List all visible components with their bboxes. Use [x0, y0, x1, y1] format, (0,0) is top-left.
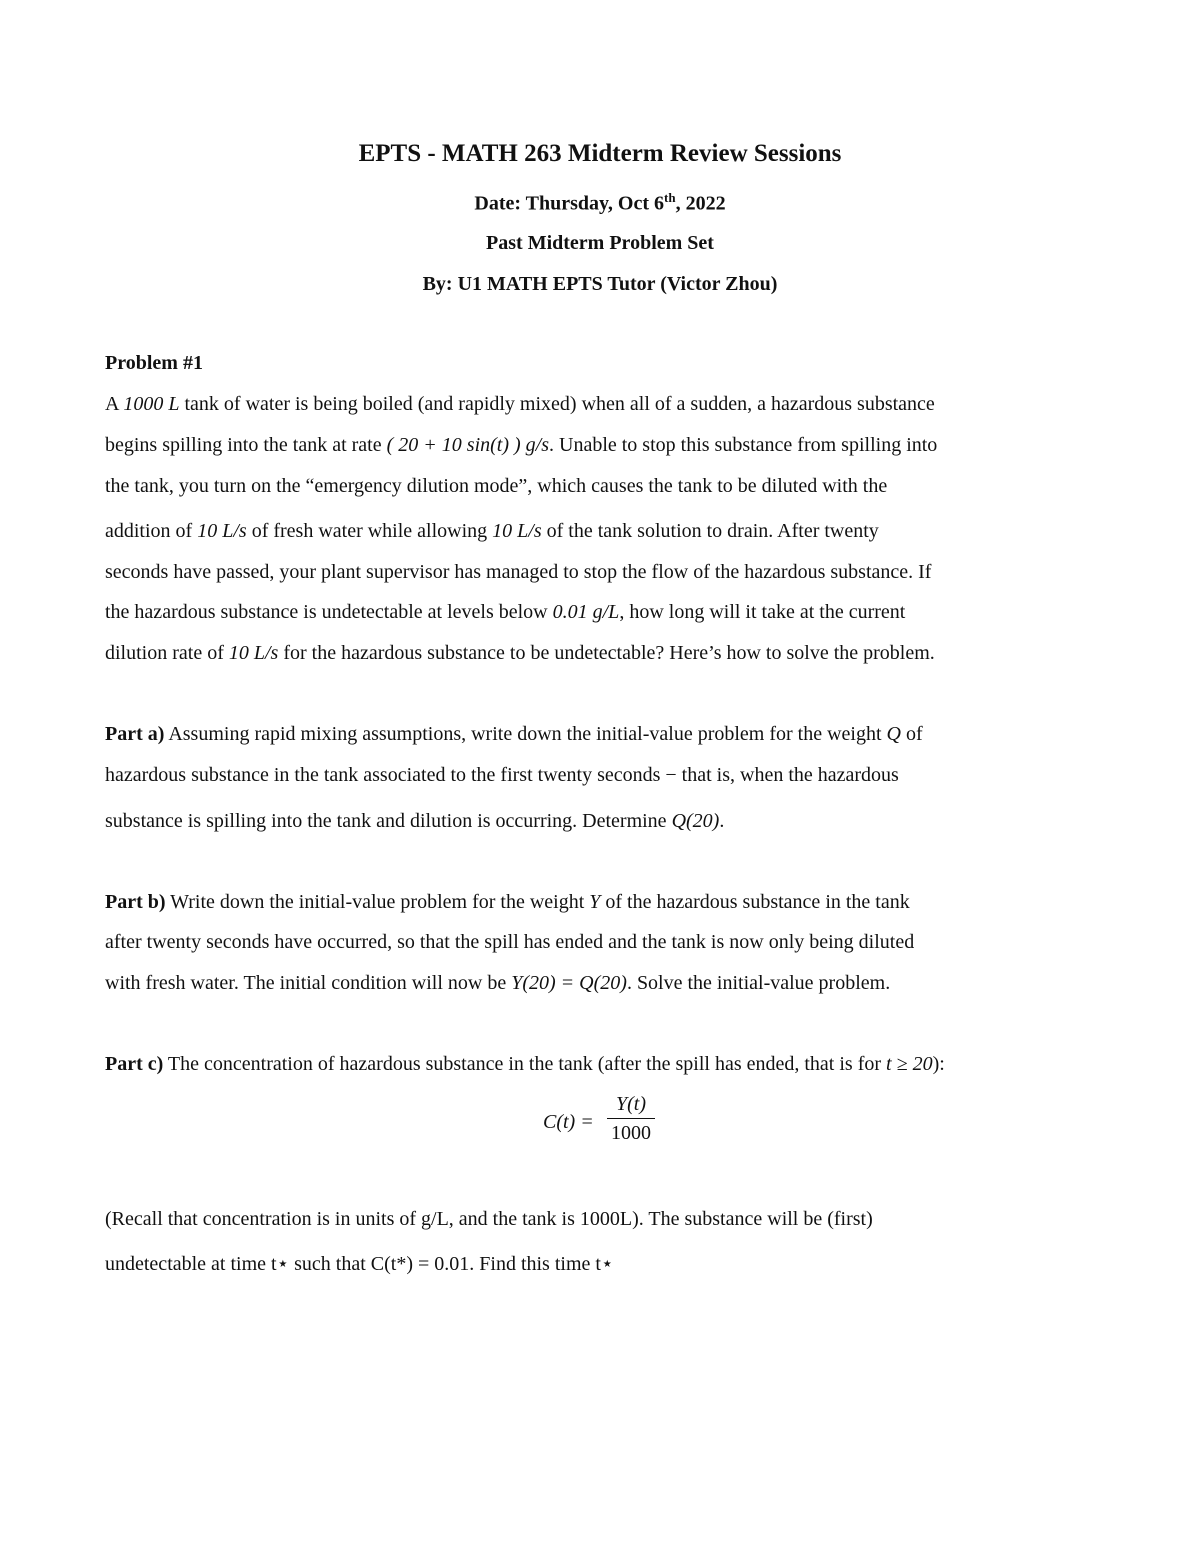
part-a-label: Part a)	[105, 723, 165, 745]
session-date: Date: Thursday, Oct 6th, 2022	[474, 190, 726, 215]
part-a-line-1: Part a) Assuming rapid mixing assumptions, write down the initial-value problem for the weight Q of	[105, 723, 923, 745]
problem-line-7: dilution rate of 10 L/s for the hazardous substance to be undetectable? Here’s how to solve the problem.	[105, 642, 935, 664]
part-c-line-1: Part c) The concentration of hazardous substance in the tank (after the spill has ended, that is for t ≥ 20):	[105, 1053, 945, 1075]
problem-line-2: begins spilling into the tank at rate ( 20 + 10 sin(t) ) g/s. Unable to stop this substance from spilling into	[105, 434, 938, 456]
part-c-line-2: (Recall that concentration is in units of g/L, and the tank is 1000L). The substance will be (first)	[105, 1208, 873, 1230]
problem-line-3: the tank, you turn on the “emergency dilution mode”, which causes the tank to be diluted with the	[105, 475, 888, 497]
part-a-line-2: hazardous substance in the tank associated to the first twenty seconds − that is, when the hazardous	[105, 764, 899, 786]
part-c-label: Part c)	[105, 1053, 164, 1075]
problem-set-name: Past Midterm Problem Set	[486, 232, 714, 254]
author-line: By: U1 MATH EPTS Tutor (Victor Zhou)	[422, 273, 778, 295]
document-title: EPTS - MATH 263 Midterm Review Sessions	[358, 140, 842, 167]
problem-line-5: seconds have passed, your plant supervisor has managed to stop the flow of the hazardous substance. If	[105, 561, 932, 583]
equation-lhs: C(t) =	[543, 1111, 594, 1133]
part-b-line-1: Part b) Write down the initial-value problem for the weight Y of the hazardous substance in the tank	[105, 891, 910, 913]
problem-heading: Problem #1	[105, 352, 203, 374]
equation-numerator: Y(t)	[616, 1093, 646, 1115]
date-ordinal: th	[664, 190, 676, 205]
part-b-label: Part b)	[105, 891, 166, 913]
part-a-line-3: substance is spilling into the tank and dilution is occurring. Determine Q(20).	[105, 810, 725, 832]
problem-line-6: the hazardous substance is undetectable at levels below 0.01 g/L, how long will it take at the current	[105, 601, 906, 623]
equation-denominator: 1000	[611, 1122, 651, 1144]
equation-fraction	[607, 1093, 655, 1145]
part-c-line-3: undetectable at time t⋆ such that C(t*) = 0.01. Find this time t⋆	[105, 1253, 614, 1275]
problem-line-4: addition of 10 L/s of fresh water while allowing 10 L/s of the tank solution to drain. After twenty	[105, 520, 879, 542]
problem-line-1: A 1000 L tank of water is being boiled (and rapidly mixed) when all of a sudden, a hazardous substance	[105, 393, 935, 415]
part-b-line-3: with fresh water. The initial condition will now be Y(20) = Q(20). Solve the initial-value problem.	[105, 972, 891, 994]
part-b-line-2: after twenty seconds have occurred, so that the spill has ended and the tank is now only being diluted	[105, 931, 915, 953]
fraction-bar	[607, 1118, 655, 1119]
